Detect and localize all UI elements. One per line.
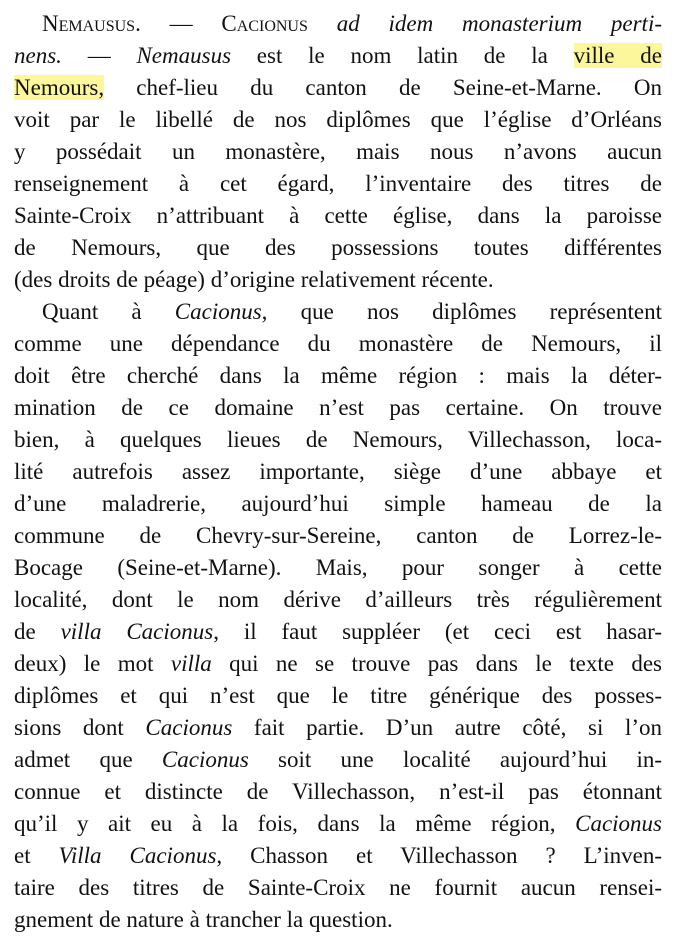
text-line: y possédait un monastère, mais nous n’avons aucun (14, 139, 662, 164)
text-line: Nemours, chef-lieu du canton de Seine-et-Marne. On (14, 75, 662, 100)
paragraph-nemausus (14, 8, 662, 296)
text-line: de Nemours, que des possessions toutes différentes (14, 235, 662, 260)
text-line: Bocage (Seine-et-Marne). Mais, pour songer à cette (14, 555, 662, 580)
text-line: taire des titres de Sainte-Croix ne fournit aucun rensei- (14, 875, 662, 900)
text-line: diplômes et qui n’est que le titre générique des posses- (14, 683, 662, 708)
text-line: sions dont Cacionus fait partie. D’un autre côté, si l’on (14, 715, 662, 740)
text-line: de villa Cacionus, il faut suppléer (et ceci est hasar- (14, 619, 662, 644)
highlighted-text: Nemours, (14, 75, 105, 100)
text-line: mination de ce domaine n’est pas certaine. On trouve (14, 395, 662, 420)
text-line: bien, à quelques lieues de Nemours, Villechasson, loca- (14, 427, 662, 452)
text-line: deux) le mot villa qui ne se trouve pas dans le texte des (14, 651, 662, 676)
text-line: Sainte-Croix n’attribuant à cette église, dans la paroisse (14, 203, 662, 228)
text-line: lité autrefois assez importante, siège d’une abbaye et (14, 459, 662, 484)
text-line: localité, dont le nom dérive d’ailleurs très régulièrement (14, 587, 662, 612)
text-line: admet que Cacionus soit une localité aujourd’hui in- (14, 747, 663, 772)
text-line: Nemausus. — Cacionus ad idem monasterium perti- (42, 11, 662, 36)
text-line: connue et distincte de Villechasson, n’est-il pas étonnant (14, 779, 662, 804)
heading-term: Cacionus (221, 11, 308, 36)
text-block (14, 8, 662, 936)
text-line: qu’il y ait eu à la fois, dans la même région, Cacionus (14, 811, 662, 836)
text-line: (des droits de péage) d’origine relativement récente. (14, 267, 494, 292)
text-line: comme une dépendance du monastère de Nemours, il (14, 331, 662, 356)
text-line: d’une maladrerie, aujourd’hui simple hameau de la (14, 491, 662, 516)
text-line: et Villa Cacionus, Chasson et Villechasson ? L’inven- (14, 843, 663, 868)
text-line: voit par le libellé de nos diplômes que l’église d’Orléans (14, 107, 662, 132)
text-line: nens. — Nemausus est le nom latin de la ville de (14, 43, 662, 68)
highlighted-text: ville de (573, 43, 662, 68)
heading-term: Nemausus. (42, 11, 141, 36)
text-line: gnement de nature à trancher la question. (14, 907, 393, 932)
text-line: Quant à Cacionus, que nos diplômes représentent (42, 299, 663, 324)
text-line: doit être cherché dans la même région : mais la déter- (14, 363, 662, 388)
text-line: commune de Chevry-sur-Sereine, canton de Lorrez-le- (14, 523, 662, 548)
paragraph-cacionus (14, 296, 662, 936)
text-line: renseignement à cet égard, l’inventaire des titres de (14, 171, 662, 196)
